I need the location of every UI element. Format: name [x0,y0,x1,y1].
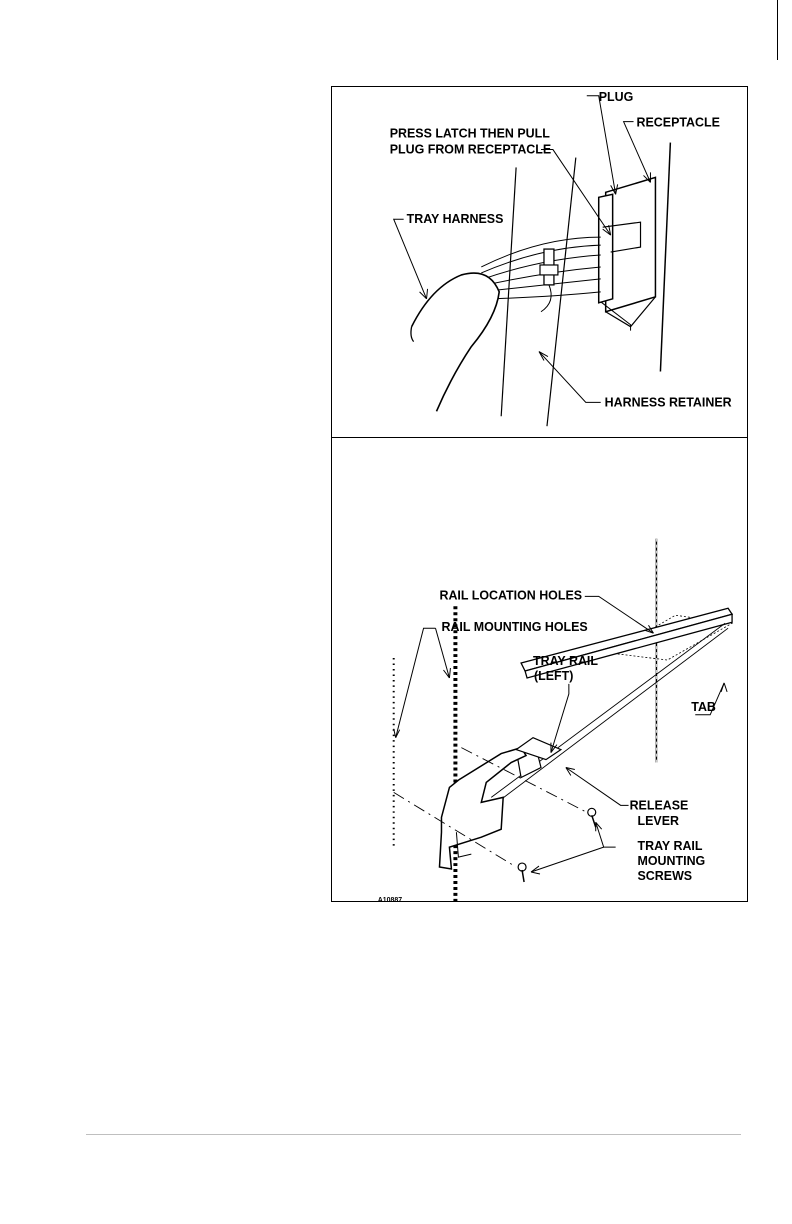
harness-retainer-label: HARNESS RETAINER [604,395,732,410]
footer-rule [86,1134,741,1135]
release-lever-label-line1: RELEASE [629,798,689,813]
rail-mounting-holes-label: RAIL MOUNTING HOLES [441,620,588,635]
figure-id-label: A10887 [377,896,403,901]
mounting-screws-label-line1: TRAY RAIL [637,839,703,854]
press-latch-label-line2: PLUG FROM RECEPTACLE [389,142,552,157]
tray-rail-illustration [332,438,747,901]
receptacle-label: RECEPTACLE [636,115,720,130]
plug-label: PLUG [598,89,634,104]
screw-upper [588,808,596,827]
tray-harness-label: TRAY HARNESS [406,212,504,227]
screw-lower [518,863,526,882]
corner-trim-mark [763,0,792,60]
tab-label: TAB [691,699,716,714]
mounting-screws-label-line3: SCREWS [637,868,693,883]
mounting-screws-label-line2: MOUNTING [637,854,706,869]
tray-rail-label-line1: TRAY RAIL [533,654,598,669]
release-lever-label-line2: LEVER [637,814,679,829]
tray-rail-drawing [332,438,747,901]
harness-connector-drawing [332,87,747,437]
figure-box [331,86,748,902]
rail-location-holes-label: RAIL LOCATION HOLES [439,588,583,603]
harness-connector-illustration [332,87,747,437]
tray-rail-label-line2: (LEFT) [534,668,574,683]
press-latch-label-line1: PRESS LATCH THEN PULL [389,126,550,141]
